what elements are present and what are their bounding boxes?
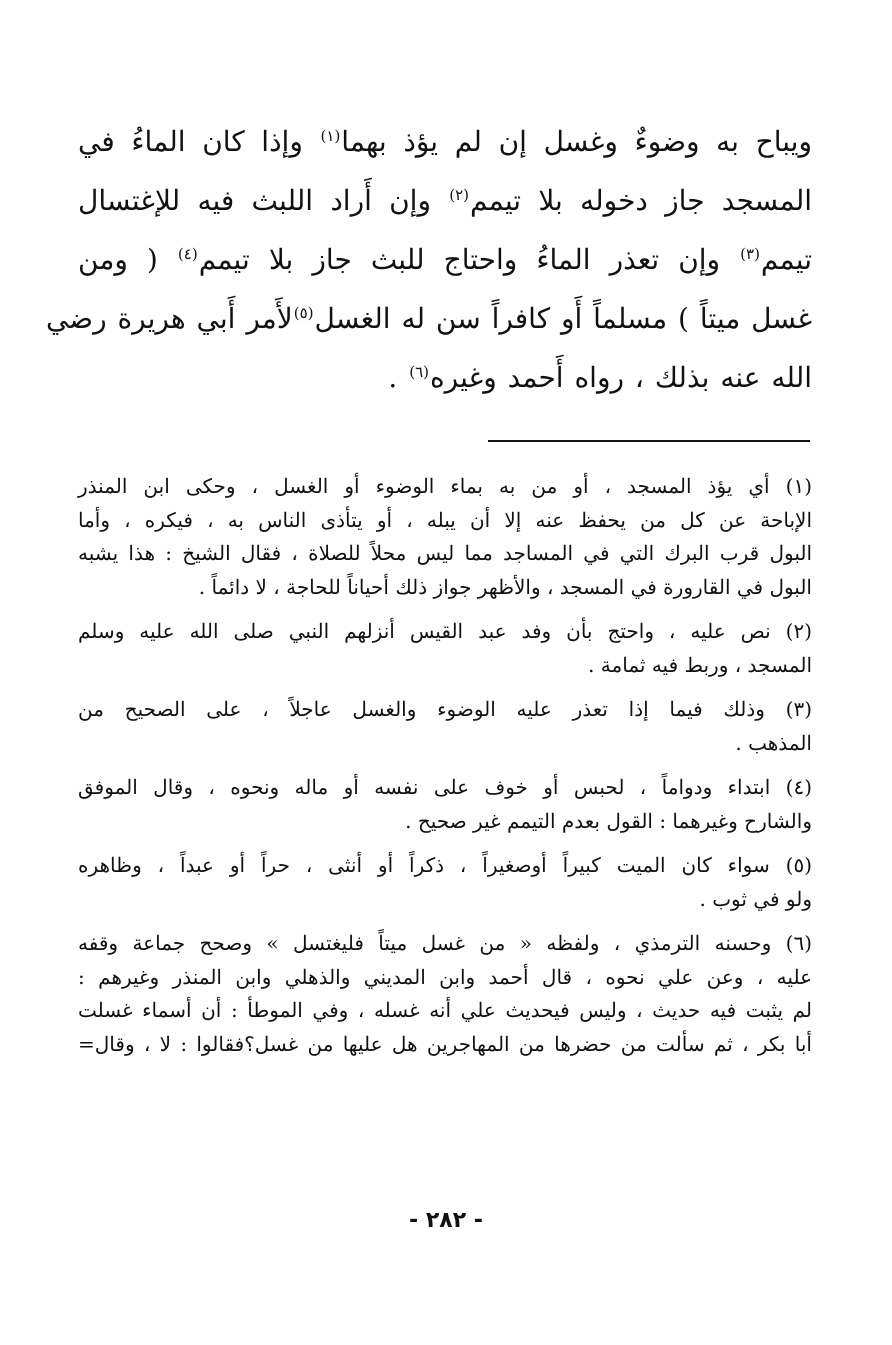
footnote-ref: (٦) <box>409 362 429 381</box>
footnote-line: عليه ، وعن علي نحوه ، قال أحمد وابن المديني والذهلي وابن المنذر وغيرهم : <box>78 964 812 989</box>
footnote-ref: (٣) <box>740 244 760 263</box>
footnote-line: ولو في ثوب . <box>699 886 812 911</box>
main-text-segment: . <box>388 361 409 394</box>
main-line <box>78 348 812 407</box>
main-line <box>45 289 812 348</box>
footnote-line: (١) أي يؤذ المسجد ، أو من به بماء الوضوء أو الغسل ، وحكى ابن المنذر <box>78 474 812 498</box>
footnote-line: الإباحة عن كل من يحفظ عنه إلا أن يبله ، أو يتأذى الناس به ، فيكره ، وأما <box>78 507 812 532</box>
main-text-segment: غسل ميتاً ) مسلماً أَو كافراً سن له الغسل <box>314 302 812 335</box>
footnotes <box>78 470 812 1072</box>
footnote-line: (٥) سواء كان الميت كبيراً أوصغيراً ، ذكراً أو أنثى ، حراً أو عبداً ، وظاهره <box>78 853 812 877</box>
footnote-line: البول قرب البرك التي في المساجد مما ليس محلاً للصلاة ، فقال الشيخ : هذا يشبه <box>78 541 812 565</box>
footnote-1 <box>78 470 812 604</box>
footnote-line: (٦) وحسنه الترمذي ، ولفظه « من غسل ميتاً فليغتسل » وصحح جماعة وقفه <box>78 931 812 955</box>
main-text-segment: ( ومن <box>78 243 177 276</box>
footnote-3 <box>78 693 812 760</box>
footnote-line: والشارح وغيرهما : القول بعدم التيمم غير صحيح . <box>405 808 812 833</box>
footnote-ref: (١) <box>320 126 341 145</box>
main-text <box>45 112 813 407</box>
footnote-separator <box>488 440 810 442</box>
main-text-segment: وإن أَراد اللبث فيه للإغتسال <box>78 184 449 217</box>
footnote-line: (٢) نص عليه ، واحتج بأن وفد عبد القيس أنزلهم النبي صلى الله عليه وسلم <box>78 619 812 643</box>
footnote-ref: (٤) <box>177 244 198 263</box>
footnote-line: (٤) ابتداء ودواماً ، لحبس أو خوف على نفسه أو ماله ونحوه ، وقال الموفق <box>78 775 812 799</box>
main-line <box>78 112 812 171</box>
footnote-5 <box>78 849 812 916</box>
main-line <box>78 171 812 230</box>
main-text-segment: تيمم <box>760 243 812 276</box>
footnote-line: البول في القارورة في المسجد ، والأظهر جواز ذلك أحياناً للحاجة ، لا دائماً . <box>198 574 812 599</box>
main-text-segment: وإن تعذر الماءُ واحتاج للبث جاز بلا تيمم <box>198 243 740 276</box>
footnote-line: المذهب . <box>735 730 812 755</box>
main-line <box>78 230 812 289</box>
main-text-segment: وإذا كان الماءُ في <box>78 125 320 158</box>
main-text-segment: ويباح به وضوءٌ وغسل إن لم يؤذ بهما <box>341 125 812 158</box>
footnote-ref: (٢) <box>449 185 470 204</box>
page-number: - ٢٨٢ - <box>409 1208 483 1233</box>
main-text-segment: المسجد جاز دخوله بلا تيمم <box>470 184 813 217</box>
footnote-6 <box>78 927 812 1061</box>
footnote-line: المسجد ، وربط فيه ثمامة . <box>588 652 812 677</box>
main-text-segment: لأَمر أَبي هريرة رضي <box>45 302 293 335</box>
footnote-line: لم يثبت فيه حديث ، وليس فيحديث علي أنه غسله ، وفي الموطأ : أن أسماء غسلت <box>78 998 812 1022</box>
footnote-line: (٣) وذلك فيما إذا تعذر عليه الوضوء والغسل عاجلاً ، على الصحيح من <box>78 697 812 721</box>
main-text-segment: الله عنه بذلك ، رواه أَحمد وغيره <box>429 361 812 394</box>
footnote-2 <box>78 615 812 682</box>
footnote-line: أبا بكر ، ثم سألت من حضرها من المهاجرين هل عليها من غسل؟فقالوا : لا ، وقال= <box>78 1031 812 1056</box>
footnote-ref: (٥) <box>293 303 314 322</box>
footnote-4 <box>78 771 812 838</box>
